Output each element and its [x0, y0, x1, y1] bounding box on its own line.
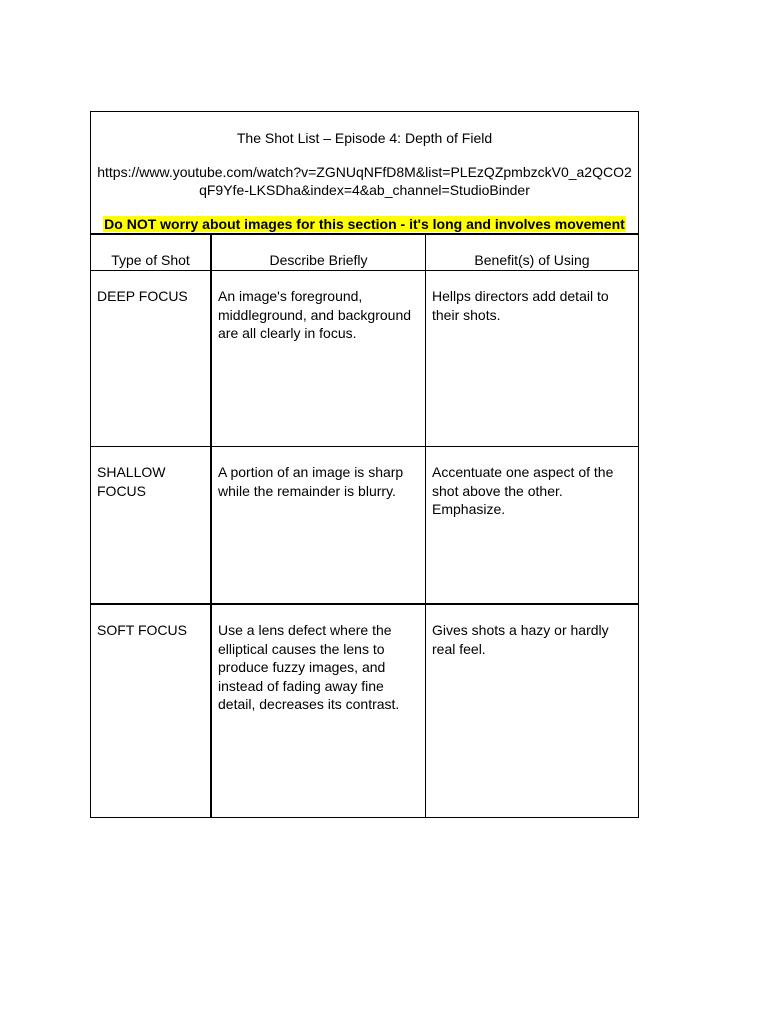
document-title: The Shot List – Episode 4: Depth of Field — [236, 130, 493, 146]
video-link[interactable]: https://www.youtube.com/watch?v=ZGNUqNFfD8M&list=PLEzQZpmbzckV0_a2QCO2qF9Yfe-LKSDha&index=4&ab_channel=StudioBinder — [97, 164, 632, 198]
table-row — [91, 447, 638, 605]
column-header-row — [91, 235, 638, 271]
table-row — [91, 271, 638, 447]
shot-type-cell: SHALLOW FOCUS — [91, 447, 212, 603]
table-header-section — [91, 112, 638, 235]
header-type-of-shot: Type of Shot — [91, 235, 212, 270]
table-row — [91, 605, 638, 817]
benefit-cell: Hellps directors add detail to their shots. — [432, 288, 609, 323]
shot-list-table — [90, 111, 639, 818]
highlighted-note: Do NOT worry about images for this section - it's long and involves movement — [104, 216, 625, 232]
header-describe-briefly: Describe Briefly — [212, 235, 426, 270]
benefit-cell: Accentuate one aspect of the shot above the other. Emphasize. — [432, 464, 614, 517]
description-cell: Use a lens defect where the elliptical causes the lens to produce fuzzy images, and instead of fading away fine detail, decreases its contrast. — [212, 605, 426, 817]
header-benefits: Benefit(s) of Using — [474, 252, 590, 268]
shot-type-cell: DEEP FOCUS — [91, 271, 212, 446]
shot-type-cell: SOFT FOCUS — [91, 605, 212, 817]
description-cell: An image's foreground, middleground, and background are all clearly in focus. — [212, 271, 426, 446]
description-cell: A portion of an image is sharp while the remainder is blurry. — [212, 447, 426, 603]
benefit-cell: Gives shots a hazy or hardly real feel. — [432, 622, 609, 657]
note-container — [91, 215, 638, 233]
